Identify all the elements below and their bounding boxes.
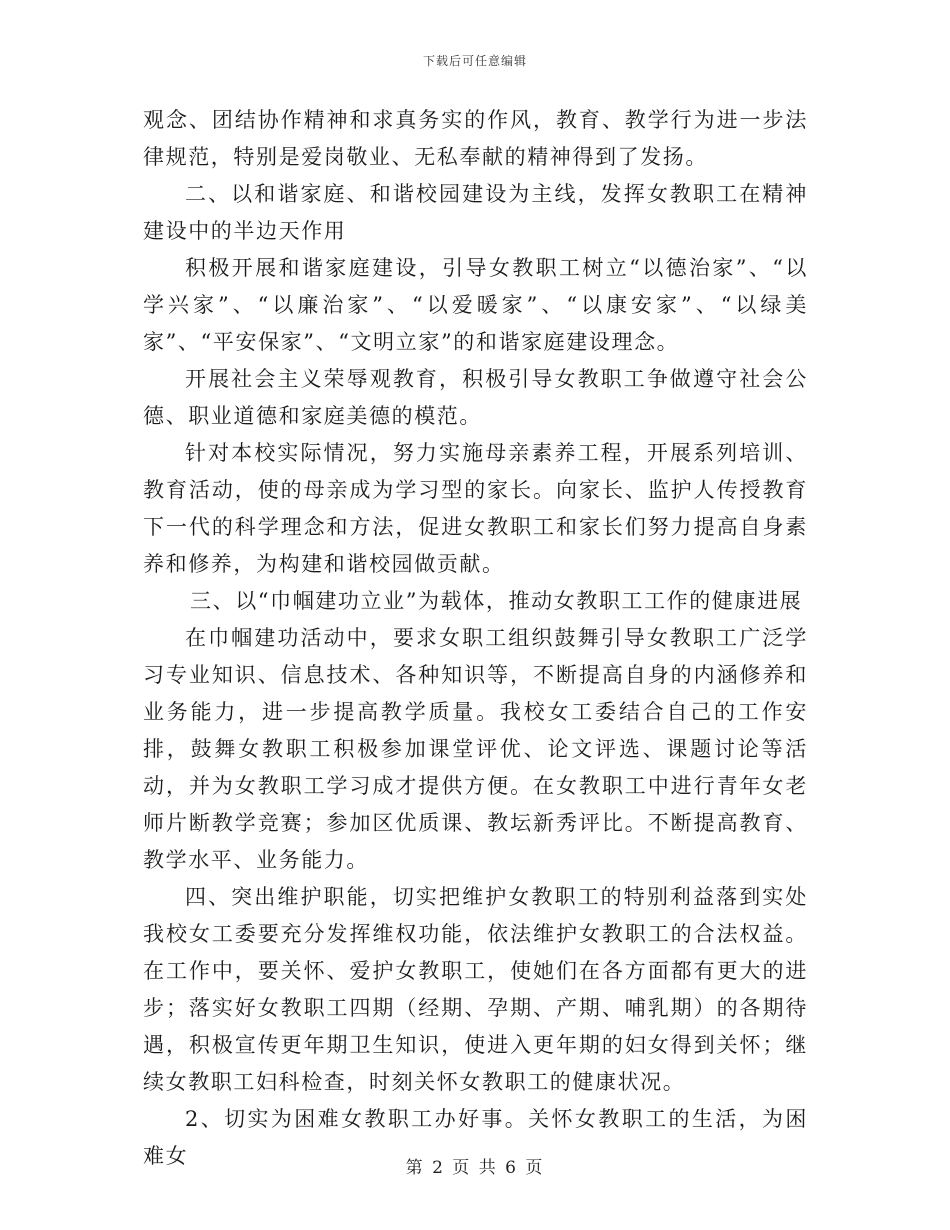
section-heading: 三、以“巾帼建功立业”为载体，推动女教职工工作的健康进展 [190,589,803,613]
paragraph: 在巾帼建功活动中，要求女职工组织鼓舞引导女教职工广泛学习专业知识、信息技术、各种知识等，不断提高自身的内涵修养和业务能力，进一步提高教学质量。我校女工委结合自己的工作安排，鼓舞女教职工积极参加课堂评优、论文评选、课题讨论等活动，并为女教职工学习成才提供方便。在女教职工中进行青年女老师片断教学竞赛；参加区优质课、教坛新秀评比。不断提高教育、教学水平、业务能力。 [143,626,808,872]
page-header: 下载后可任意编辑 [422,54,527,68]
paragraph: 针对本校实际情况，努力实施母亲素养工程，开展系列培训、教育活动，使的母亲成为学习型的家长。向家长、监护人传授教育下一代的科学理念和方法，促进女教职工和家长们努力提高自身素养和修养，为构建和谐校园做贡献。 [143,441,808,576]
paragraph: 2、切实为困难女教职工办好事。关怀女教职工的生活，为困难女 [143,1107,808,1168]
section-heading: 二、以和谐家庭、和谐校园建设为主线，发挥女教职工在精神建设中的半边天作用 [143,182,808,243]
page-footer: 第 2 页 共 6 页 [405,1158,545,1178]
paragraph: 开展社会主义荣辱观教育，积极引导女教职工争做遵守社会公德、职业道德和家庭美德的模范。 [143,367,808,428]
paragraph: 积极开展和谐家庭建设，引导女教职工树立“以德治家”、“以学兴家”、“以廉治家”、“以爱暖家”、“以康安家”、“以绿美家”、“平安保家”、“文明立家”的和谐家庭建设理念。 [143,256,808,354]
section-heading: 四、突出维护职能，切实把维护女教职工的特别利益落到实处我校女工委要充分发挥维权功能，依法维护女教职工的合法权益。在工作中，要关怀、爱护女教职工，使她们在各方面都有更大的进步；落实好女教职工四期（经期、孕期、产期、哺乳期）的各期待遇，积极宣传更年期卫生知识，使进入更年期的妇女得到关怀；继续女教职工妇科检查，时刻关怀女教职工的健康状况。 [143,885,808,1094]
paragraph: 观念、团结协作精神和求真务实的作风，教育、教学行为进一步法律规范，特别是爱岗敬业、无私奉献的精神得到了发扬。 [143,108,808,169]
document-body [143,102,808,1175]
